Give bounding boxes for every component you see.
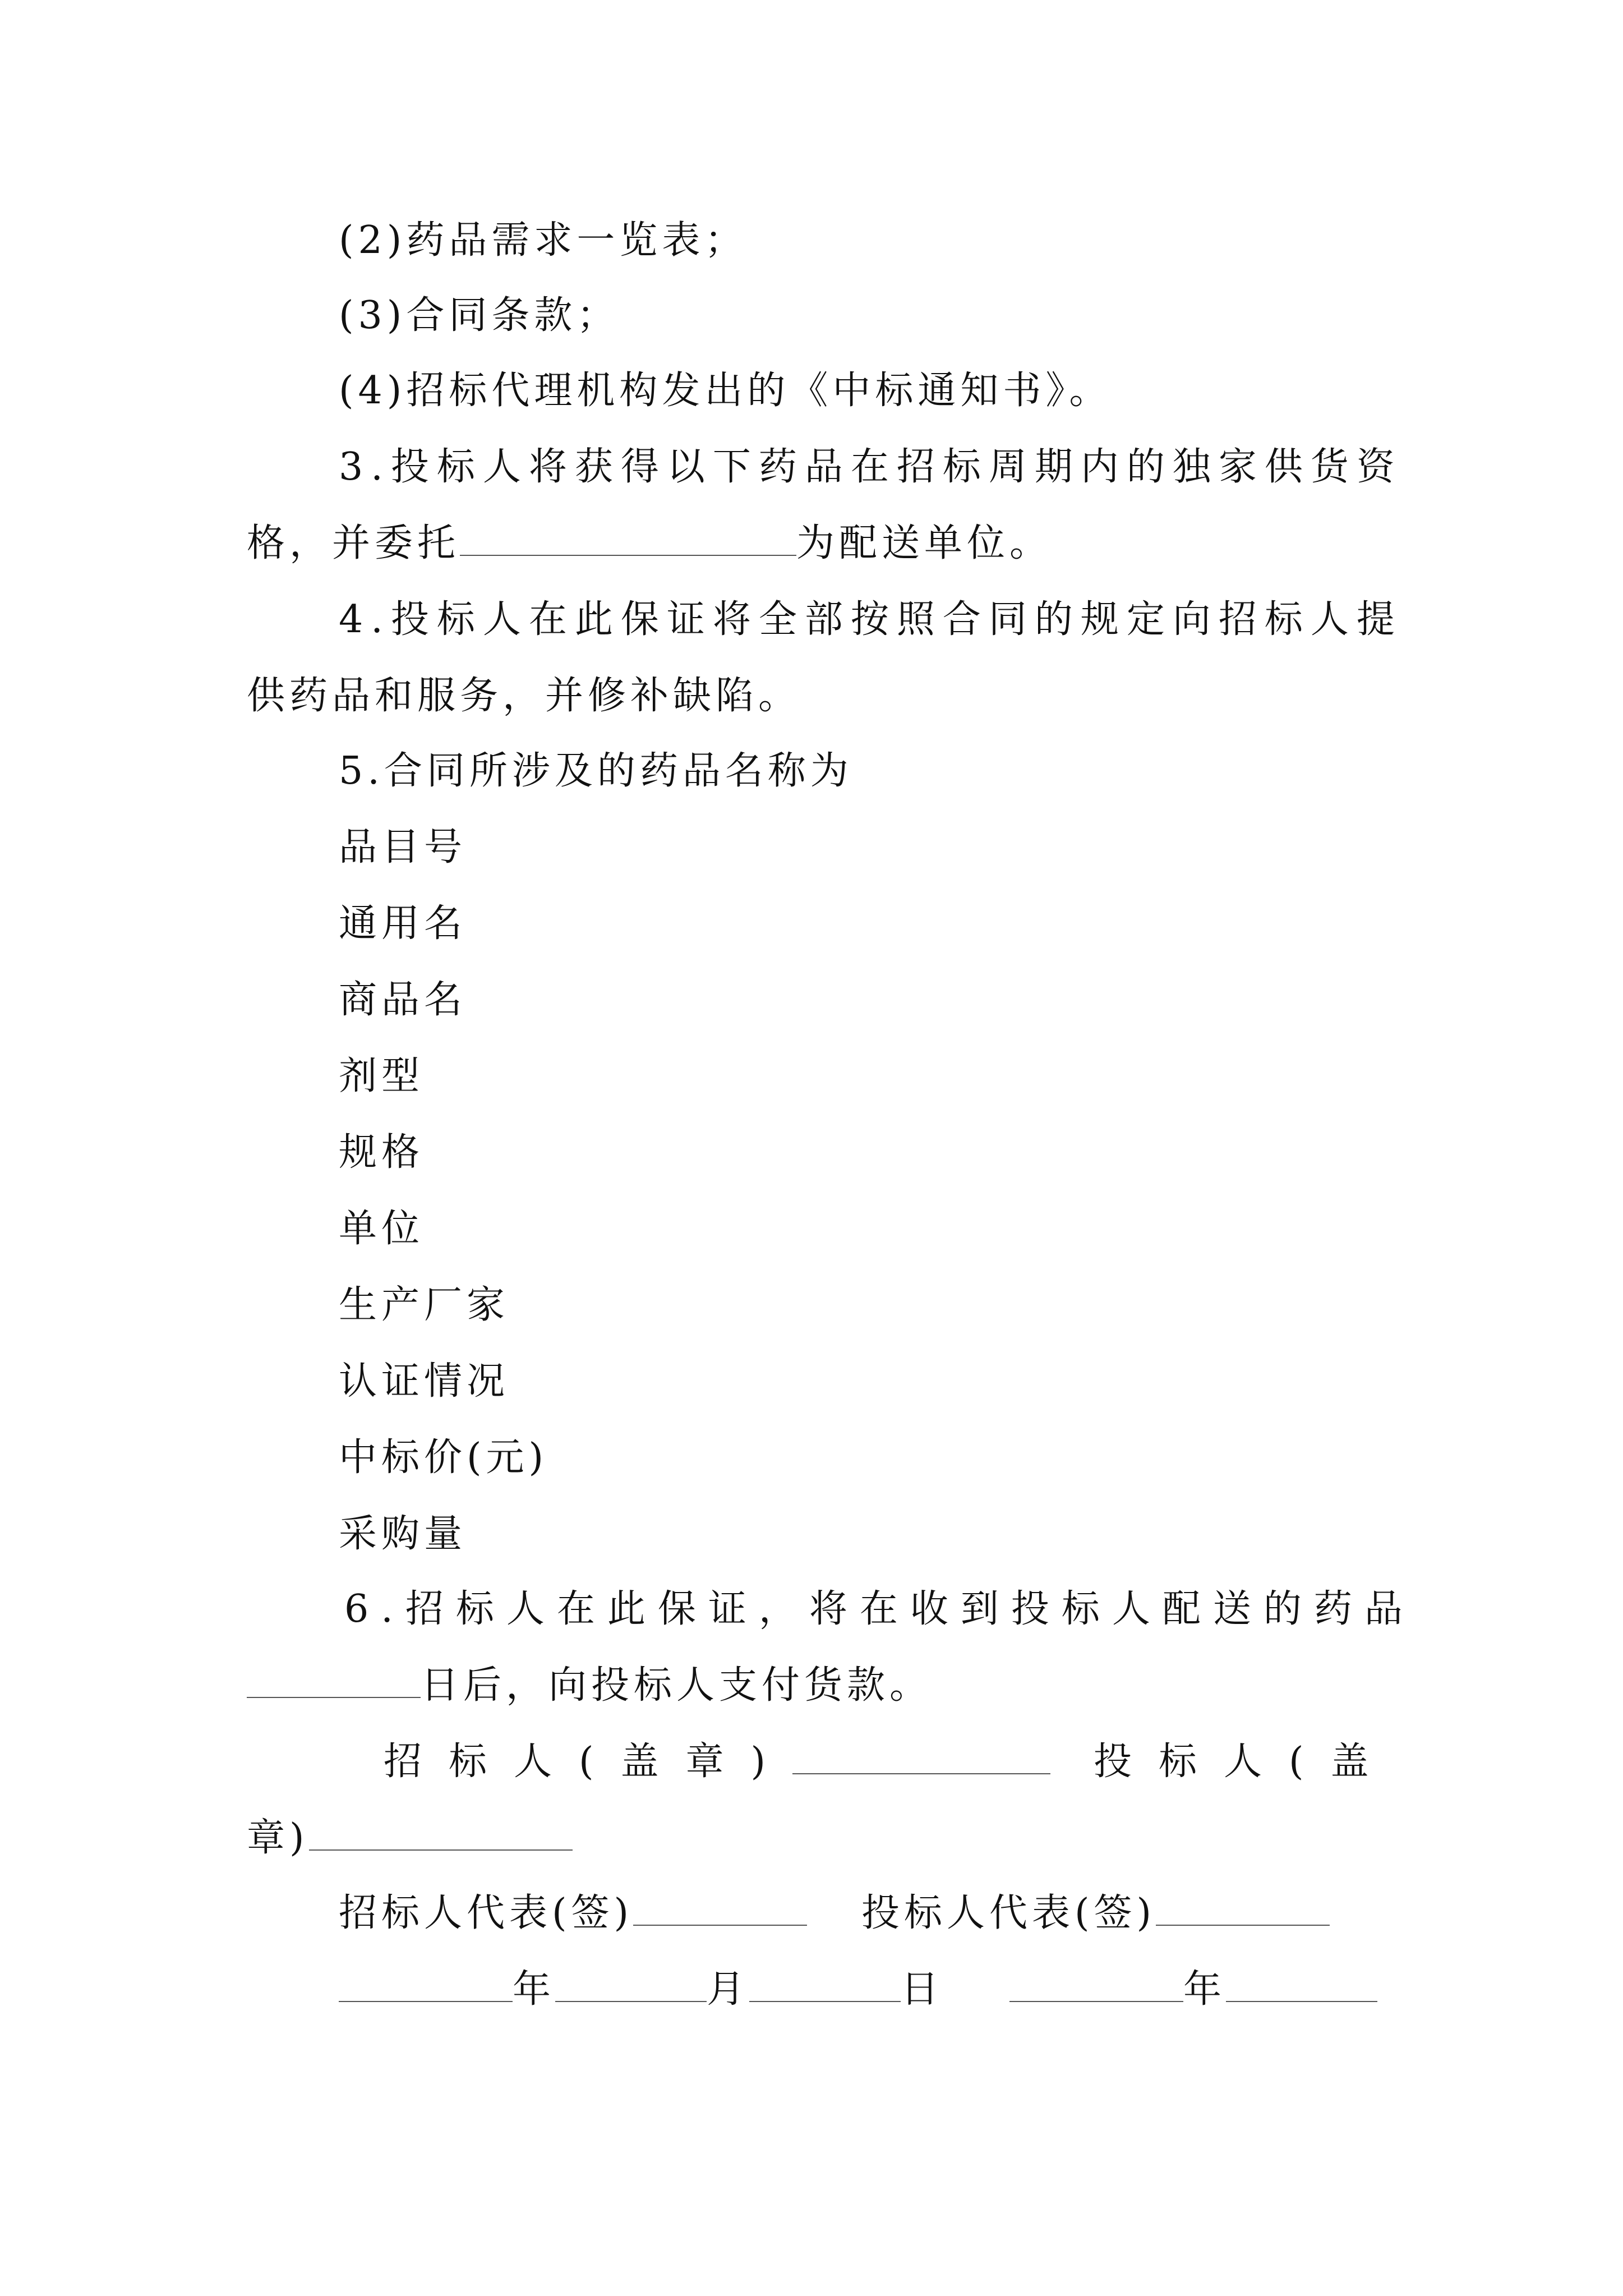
item-4: (4)招标代理机构发出的《中标通知书》。 (339, 369, 1112, 413)
bidder-year-label: 年 (1183, 1967, 1227, 2012)
field-certification: 认证情况 (339, 1359, 510, 1404)
para4-line2: 供药品和服务，并修补缺陷。 (247, 674, 801, 718)
para5-title: 5.合同所涉及的药品名称为 (339, 749, 853, 793)
field-generic-name: 通用名 (339, 901, 467, 946)
field-bid-price: 中标价(元) (339, 1435, 548, 1480)
bidder-year-blank (1009, 1966, 1183, 2002)
year-label: 年 (513, 1967, 556, 2012)
para3-line2 (247, 518, 1052, 569)
bidder-rep-blank (1156, 1890, 1330, 1926)
item-3: (3)合同条款； (339, 293, 620, 338)
bidder-rep-label: 投标人代表(签) (861, 1891, 1156, 1935)
tenderer-rep-blank (633, 1890, 807, 1926)
field-purchase-quantity: 采购量 (339, 1512, 467, 1556)
tenderer-year-blank (339, 1966, 513, 2002)
seal-line (384, 1737, 1050, 1787)
para6-line1: 6.招标人在此保证，将在收到投标人配送的药品 (344, 1587, 1415, 1631)
para3-line1: 3.投标人将获得以下药品在招标周期内的独家供货资 (339, 445, 1403, 489)
date-line-right (1009, 1964, 1377, 2015)
payment-days-blank (247, 1662, 421, 1698)
bidder-seal-label: 投标人(盖 (1094, 1740, 1396, 1784)
field-item-number: 品目号 (339, 825, 467, 869)
field-manufacturer: 生产厂家 (339, 1283, 510, 1327)
para3-line2-end: 为配送单位。 (796, 521, 1053, 565)
para3-line2-start: 格，并委托 (247, 521, 460, 565)
para4-line1: 4.投标人在此保证将全部按照合同的规定向招标人提 (339, 597, 1403, 642)
tenderer-rep-label: 招标人代表(签) (339, 1891, 634, 1935)
bidder-seal-blank (309, 1815, 573, 1851)
month-label: 月 (707, 1967, 750, 2012)
rep-line-right (861, 1888, 1330, 1939)
delivery-unit-blank (460, 520, 796, 556)
day-label: 日 (901, 1967, 944, 2012)
bidder-seal-label-end: 章) (247, 1816, 309, 1860)
seal-line-2 (247, 1813, 573, 1864)
rep-line (339, 1888, 807, 1939)
field-dosage-form: 剂型 (339, 1054, 425, 1098)
date-line (339, 1964, 943, 2015)
tenderer-seal-label: 招标人(盖章) (384, 1740, 793, 1784)
para6-line2-end: 日后，向投标人支付货款。 (421, 1663, 933, 1708)
field-unit: 单位 (339, 1207, 425, 1251)
field-specification: 规格 (339, 1130, 425, 1175)
para6-line2 (247, 1660, 932, 1711)
item-2: (2)药品需求一览表； (339, 218, 748, 263)
bidder-month-blank (1226, 1966, 1377, 2002)
tenderer-day-blank (749, 1966, 901, 2002)
field-trade-name: 商品名 (339, 978, 467, 1022)
tenderer-seal-blank (792, 1738, 1050, 1774)
tenderer-month-blank (555, 1966, 707, 2002)
